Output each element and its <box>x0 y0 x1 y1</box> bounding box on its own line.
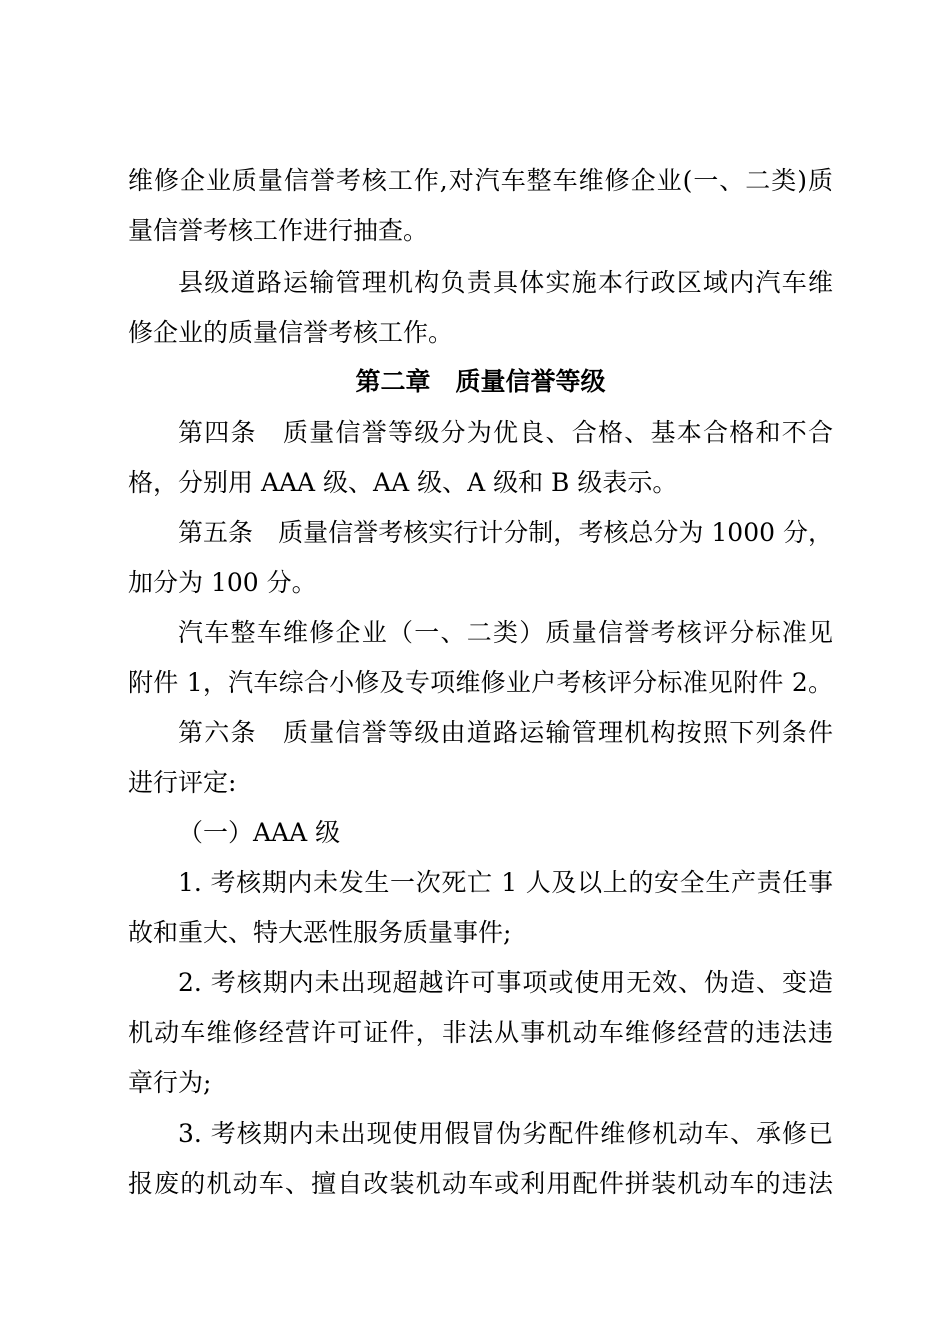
article-text-line: 第四条 质量信誉等级分为优良、合格、基本合格和不合 <box>178 418 833 447</box>
body-text-line: 加分为 100 分。 <box>128 568 317 597</box>
body-text-line: 汽车整车维修企业（一、二类）质量信誉考核评分标准见 <box>178 618 833 647</box>
body-text-line: 进行评定: <box>128 768 237 797</box>
body-text-line: 修企业的质量信誉考核工作。 <box>128 318 454 347</box>
body-text-line: 机动车维修经营许可证件，非法从事机动车维修经营的违法违 <box>128 1018 833 1047</box>
body-text-line: 章行为; <box>128 1068 212 1097</box>
chapter-heading: 第二章 质量信誉等级 <box>355 367 606 396</box>
body-text-line: 附件 1，汽车综合小修及专项维修业户考核评分标准见附件 2。 <box>128 668 833 697</box>
body-text-line: 县级道路运输管理机构负责具体实施本行政区域内汽车维 <box>178 268 833 297</box>
article-text-line: 第五条 质量信誉考核实行计分制，考核总分为 1000 分， <box>178 518 833 547</box>
body-text-line: 报废的机动车、擅自改装机动车或利用配件拼装机动车的违法 <box>128 1169 833 1198</box>
body-text-line: 维修企业质量信誉考核工作,对汽车整车维修企业(一、二类)质 <box>128 166 833 195</box>
list-item-line: 3. 考核期内未出现使用假冒伪劣配件维修机动车、承修已 <box>178 1119 833 1148</box>
article-text-line: 第六条 质量信誉等级由道路运输管理机构按照下列条件 <box>178 718 833 747</box>
body-text-line: 故和重大、特大恶性服务质量事件; <box>128 918 512 947</box>
list-item-line: 2. 考核期内未出现超越许可事项或使用无效、伪造、变造 <box>178 968 833 997</box>
grade-subheading: （一）AAA 级 <box>178 818 341 847</box>
body-text-line: 格，分别用 AAA 级、AA 级、A 级和 B 级表示。 <box>128 468 678 497</box>
body-text-line: 量信誉考核工作进行抽查。 <box>128 216 429 245</box>
list-item-line: 1. 考核期内未发生一次死亡 1 人及以上的安全生产责任事 <box>178 868 833 897</box>
